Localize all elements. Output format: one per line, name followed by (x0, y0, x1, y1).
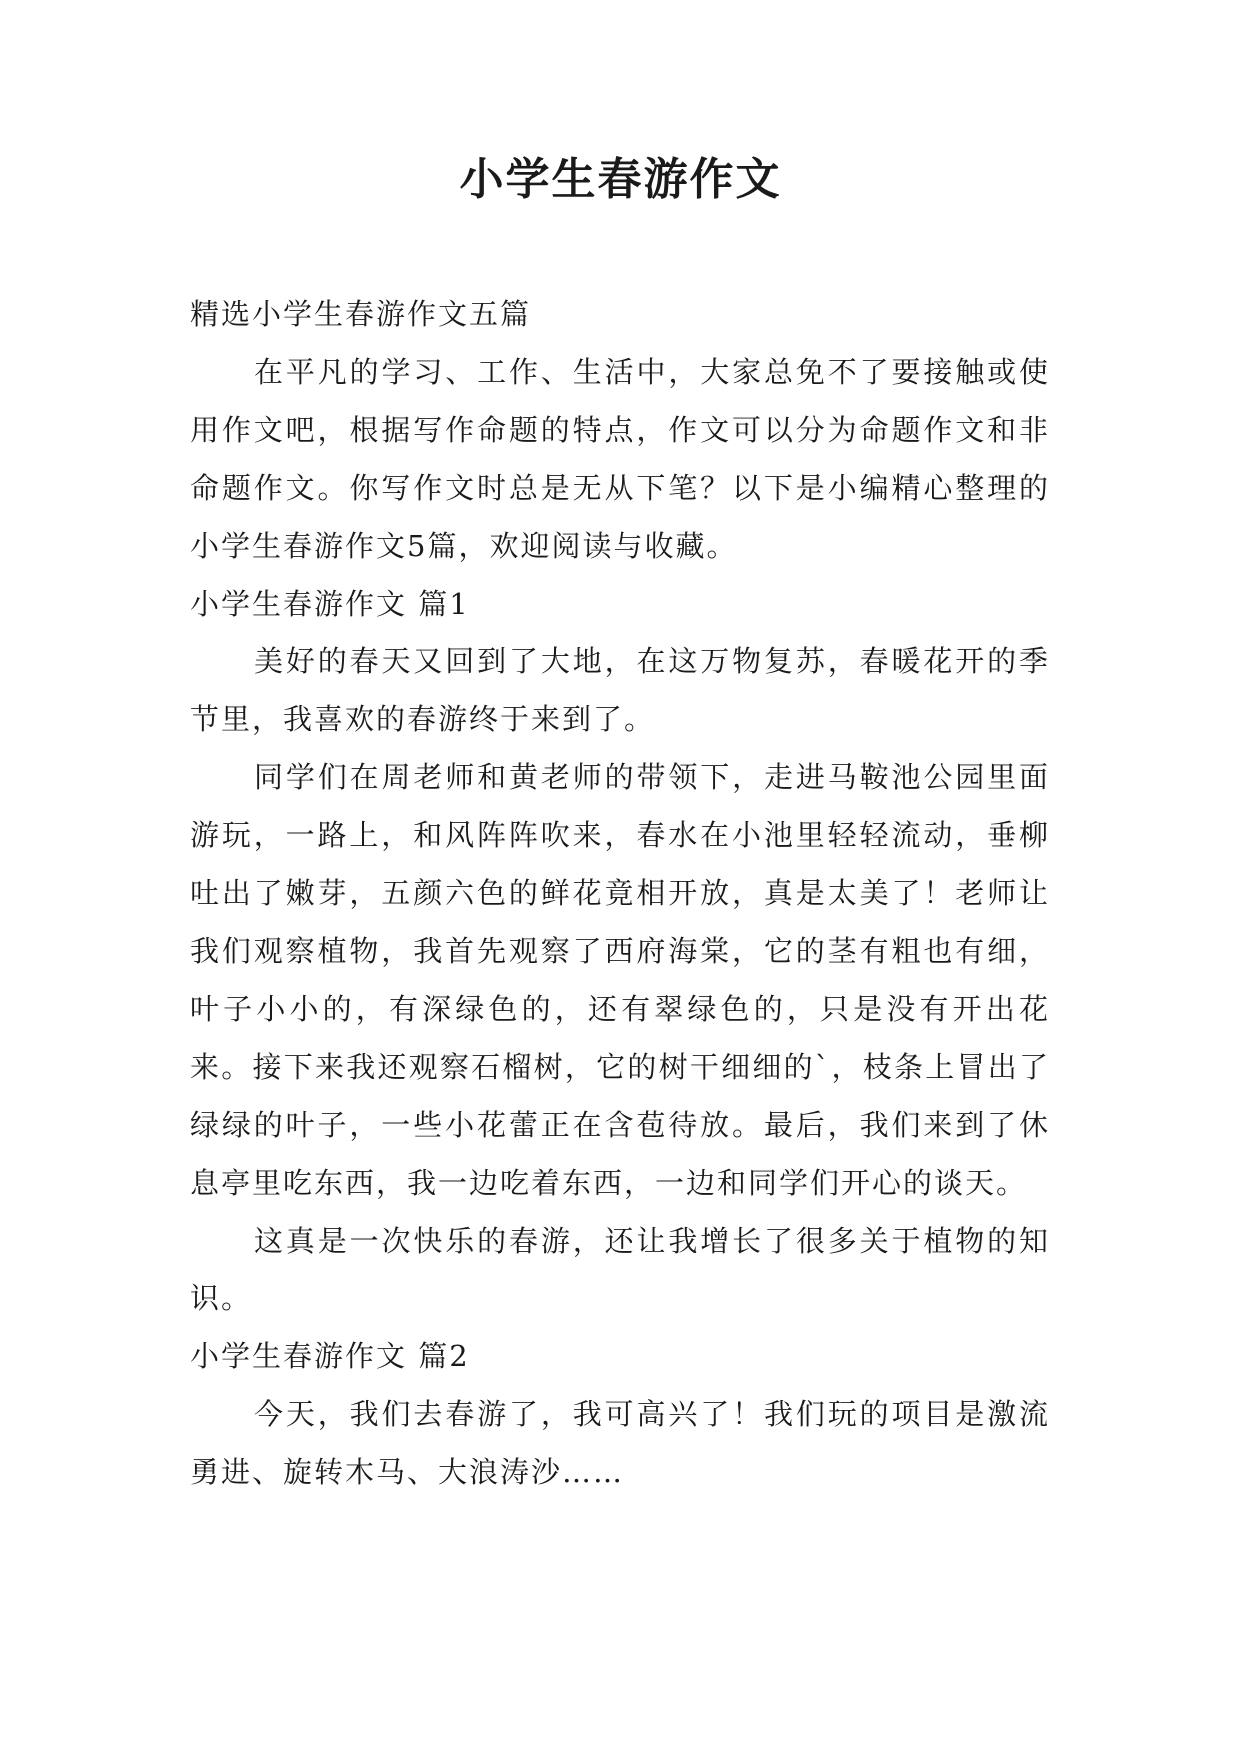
document-title: 小学生春游作文 (459, 154, 782, 205)
section-2-heading: 小学生春游作文 篇2 (190, 1339, 470, 1374)
section-1-heading: 小学生春游作文 篇1 (190, 586, 470, 621)
document-subtitle: 精选小学生春游作文五篇 (190, 297, 532, 331)
document-body (190, 286, 1050, 1502)
section-1-paragraph-2: 同学们在周老师和黄老师的带领下，走进马鞍池公园里面游玩，一路上，和风阵阵吹来，春水在小池里轻轻流动，垂柳吐出了嫩芽，五颜六色的鲜花竟相开放，真是太美了！老师让我们观察植物，我首先观察了西府海棠，它的茎有粗也有细，叶子小小的，有深绿色的，还有翠绿色的，只是没有开出花来。接下来我还观察石榴树，它的树干细细的`，枝条上冒出了绿绿的叶子，一些小花蕾正在含苞待放。最后，我们来到了休息亭里吃东西，我一边吃着东西，一边和同学们开心的谈天。 (190, 760, 1050, 1200)
section-1-paragraph-3: 这真是一次快乐的春游，还让我增长了很多关于植物的知识。 (190, 1223, 1050, 1316)
section-1-paragraph-1: 美好的春天又回到了大地，在这万物复苏，春暖花开的季节里，我喜欢的春游终于来到了。 (190, 644, 1050, 737)
section-2-paragraph-1: 今天，我们去春游了，我可高兴了！我们玩的项目是激流勇进、旋转木马、大浪涛沙…… (190, 1397, 1050, 1490)
intro-paragraph: 在平凡的学习、工作、生活中，大家总免不了要接触或使用作文吧，根据写作命题的特点，作文可以分为命题作文和非命题作文。你写作文时总是无从下笔？以下是小编精心整理的小学生春游作文5篇，欢迎阅读与收藏。 (190, 354, 1050, 563)
